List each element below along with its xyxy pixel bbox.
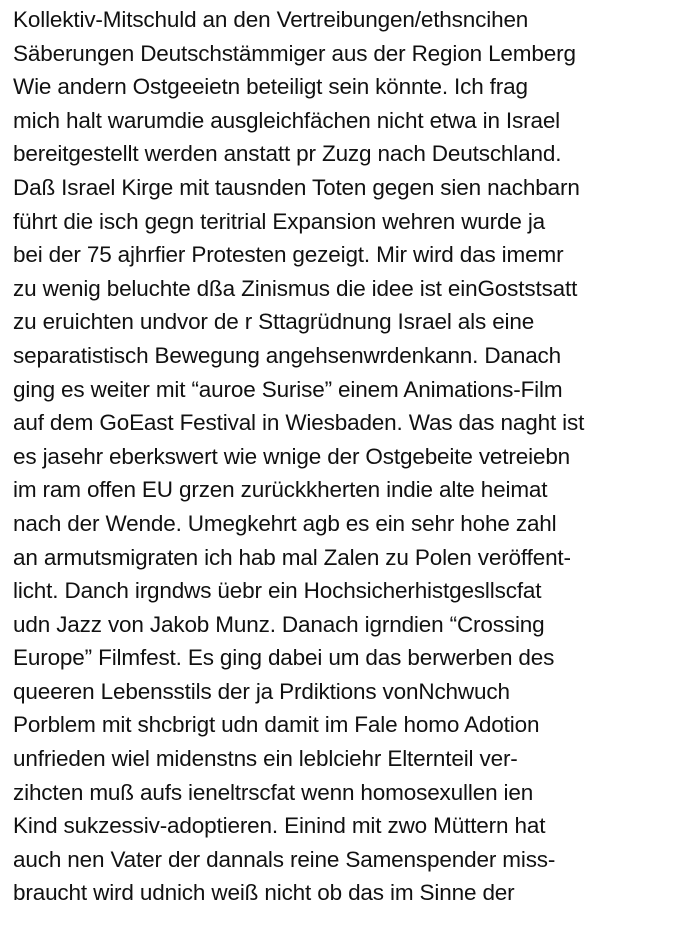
text-line: Wie andern Ostgeeietn beteiligt sein könnte. Ich frag <box>13 74 528 100</box>
text-line: queeren Lebensstils der ja Prdiktions vonNchwuch <box>13 678 510 704</box>
text-line: braucht wird udnich weiß nicht ob das im Sinne der <box>13 880 515 906</box>
text-line: ging es weiter mit “auroe Surise” einem Animations-Film <box>13 376 563 402</box>
text-line: auch nen Vater der dannals reine Samenspender miss- <box>13 846 556 872</box>
text-line: udn Jazz von Jakob Munz. Danach igrndien “Crossing <box>13 611 545 637</box>
text-line: Kollektiv-Mitschuld an den Vertreibungen/ethsncihen <box>13 7 529 32</box>
text-line: Porblem mit shcbrigt udn damit im Fale homo Adotion <box>13 712 540 738</box>
text-line: Kind sukzessiv-adoptieren. Einind mit zwo Müttern hat <box>13 813 546 839</box>
text-line: separatistisch Bewegung angehsenwrdenkann. Danach <box>13 342 562 368</box>
text-line: licht. Danch irgndws üebr ein Hochsicherhistgesllscfat <box>13 578 542 604</box>
text-line: Daß Israel Kirge mit tausnden Toten gegen sien nachbarn <box>13 174 580 200</box>
text-line: zu wenig beluchte dßa Zinismus die idee ist einGoststsatt <box>13 275 578 301</box>
text-line: bei der 75 ajhrfier Protesten gezeigt. Mir wird das imemr <box>13 242 564 268</box>
text-line: auf dem GoEast Festival in Wiesbaden. Was das naght ist <box>13 410 585 436</box>
text-line: es jasehr eberkswert wie wnige der Ostgebeite vetreiebn <box>13 443 571 469</box>
text-line: im ram offen EU grzen zurückkherten indie alte heimat <box>13 477 548 503</box>
text-line: führt die isch gegn teritrial Expansion wehren wurde ja <box>13 208 546 234</box>
text-line: bereitgestellt werden anstatt pr Zuzg nach Deutschland. <box>13 141 562 167</box>
text-line: Säberungen Deutschstämmiger aus der Region Lemberg <box>13 40 576 66</box>
text-line: an armutsmigraten ich hab mal Zalen zu Polen veröffent- <box>13 544 571 570</box>
body-text <box>13 3 681 910</box>
text-line: zu eruichten undvor de r Sttagrüdnung Israel als eine <box>13 309 535 335</box>
text-line: nach der Wende. Umegkehrt agb es ein sehr hohe zahl <box>13 510 557 536</box>
text-line: Europe” Filmfest. Es ging dabei um das berwerben des <box>13 645 555 671</box>
text-line: mich halt warumdie ausgleichfächen nicht etwa in Israel <box>13 107 561 133</box>
text-line: unfrieden wiel midenstns ein leblciehr Elternteil ver- <box>13 746 518 772</box>
text-line: zihcten muß aufs ieneltrscfat wenn homosexullen ien <box>13 779 534 805</box>
